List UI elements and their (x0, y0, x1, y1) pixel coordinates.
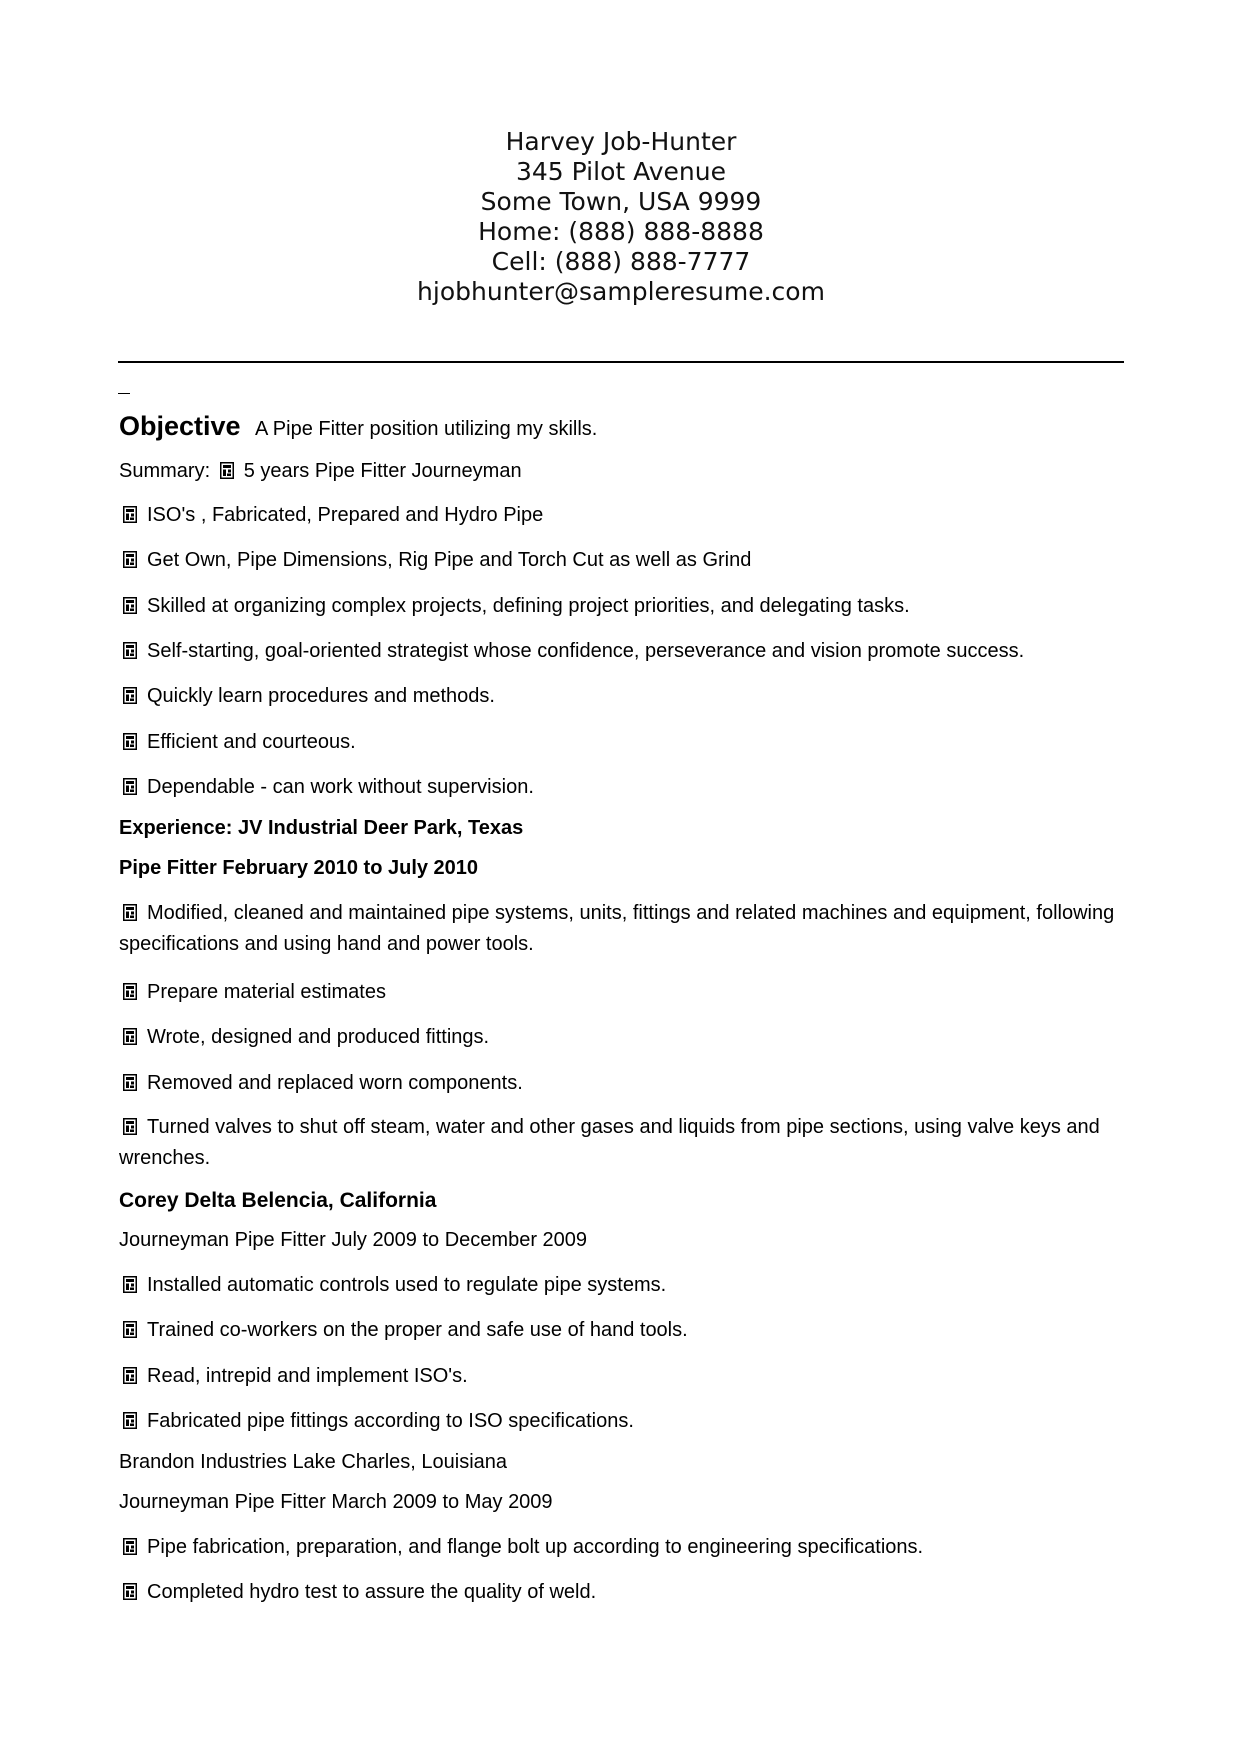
summary-item-text: Dependable - can work without supervision. (147, 776, 534, 798)
job-duty-text: Turned valves to shut off steam, water and other gases and liquids from pipe sections, using valve keys and wrenches. (119, 1116, 1100, 1169)
summary-item-text: Get Own, Pipe Dimensions, Rig Pipe and Torch Cut as well as Grind (147, 549, 752, 571)
summary-item (119, 548, 751, 572)
placeholder-glyph-icon (123, 1412, 137, 1429)
contact-block (0, 127, 1242, 307)
objective-heading: Objective (119, 411, 241, 441)
job-duty (119, 1364, 468, 1388)
job-duty (119, 980, 386, 1004)
placeholder-glyph-icon (123, 1321, 137, 1338)
summary-item-text: Self-starting, goal-oriented strategist whose confidence, perseverance and vision promote success. (147, 640, 1025, 662)
placeholder-glyph-icon (123, 1276, 137, 1293)
summary-line (119, 459, 522, 483)
applicant-name: Harvey Job-Hunter (505, 127, 737, 156)
summary-label: Summary: (119, 460, 211, 482)
job-duty (119, 1071, 523, 1095)
job-duty-text: Pipe fabrication, preparation, and flange bolt up according to engineering specifications. (147, 1536, 924, 1558)
city-state-zip: Some Town, USA 9999 (480, 187, 762, 216)
job-duty-text: Completed hydro test to assure the quality of weld. (147, 1581, 597, 1603)
placeholder-glyph-icon (123, 1028, 137, 1045)
street-address: 345 Pilot Avenue (515, 157, 726, 186)
job-duty-text: Installed automatic controls used to regulate pipe systems. (147, 1274, 667, 1296)
job-duty-text: Modified, cleaned and maintained pipe systems, units, fittings and related machines and equipment, following specifications and using hand and power tools. (119, 902, 1115, 955)
summary-item (119, 594, 910, 618)
placeholder-glyph-icon (123, 1118, 137, 1135)
cell-phone: Cell: (888) 888-7777 (491, 247, 751, 276)
summary-item-text: Skilled at organizing complex projects, defining project priorities, and delegating tasks. (147, 595, 910, 617)
company-heading: Brandon Industries Lake Charles, Louisiana (119, 1451, 508, 1473)
summary-item-text: Efficient and courteous. (147, 731, 356, 753)
summary-first-item: 5 years Pipe Fitter Journeyman (243, 460, 522, 482)
placeholder-glyph-icon (123, 983, 137, 1000)
summary-item (119, 639, 1024, 663)
job-duty (119, 898, 1129, 960)
placeholder-glyph-icon (123, 597, 137, 614)
job-title: Journeyman Pipe Fitter July 2009 to December 2009 (119, 1229, 588, 1251)
placeholder-glyph-icon (123, 1074, 137, 1091)
placeholder-glyph-icon (123, 551, 137, 568)
job-title: Pipe Fitter February 2010 to July 2010 (119, 857, 479, 879)
job-duty (119, 1535, 923, 1559)
job-duty (119, 1112, 1129, 1174)
job-duty-text: Prepare material estimates (147, 981, 386, 1003)
placeholder-glyph-icon (123, 1583, 137, 1600)
job-duty-text: Removed and replaced worn components. (147, 1072, 523, 1094)
job-duty (119, 1273, 666, 1297)
job-duty-text: Trained co-workers on the proper and safe use of hand tools. (147, 1319, 688, 1341)
placeholder-glyph-icon (123, 687, 137, 704)
placeholder-glyph-icon (123, 1367, 137, 1384)
job-duty-text: Read, intrepid and implement ISO's. (147, 1365, 468, 1387)
placeholder-glyph-icon (123, 1538, 137, 1555)
job-title: Journeyman Pipe Fitter March 2009 to May 2009 (119, 1491, 553, 1513)
experience-heading: Experience: JV Industrial Deer Park, Texas (119, 817, 524, 839)
summary-item-text: ISO's , Fabricated, Prepared and Hydro Pipe (147, 504, 544, 526)
job-duty-text: Fabricated pipe fittings according to ISO specifications. (147, 1410, 634, 1432)
divider-tail (118, 393, 130, 394)
placeholder-glyph-icon (220, 462, 234, 479)
summary-item (119, 684, 495, 708)
summary-item (119, 730, 356, 754)
summary-item (119, 503, 543, 527)
job-duty-text: Wrote, designed and produced fittings. (147, 1026, 490, 1048)
header-divider (118, 361, 1124, 363)
job-duty (119, 1580, 596, 1604)
summary-item (119, 775, 534, 799)
job-duty (119, 1409, 634, 1433)
objective-line (119, 409, 597, 446)
placeholder-glyph-icon (123, 778, 137, 795)
job-duty (119, 1318, 688, 1342)
company-heading: Corey Delta Belencia, California (119, 1189, 437, 1212)
objective-text: A Pipe Fitter position utilizing my skills. (255, 418, 598, 440)
placeholder-glyph-icon (123, 733, 137, 750)
placeholder-glyph-icon (123, 506, 137, 523)
placeholder-glyph-icon (123, 642, 137, 659)
placeholder-glyph-icon (123, 904, 137, 921)
home-phone: Home: (888) 888-8888 (478, 217, 764, 246)
email-address: hjobhunter@sampleresume.com (417, 277, 825, 306)
job-duty (119, 1025, 489, 1049)
summary-item-text: Quickly learn procedures and methods. (147, 685, 495, 707)
